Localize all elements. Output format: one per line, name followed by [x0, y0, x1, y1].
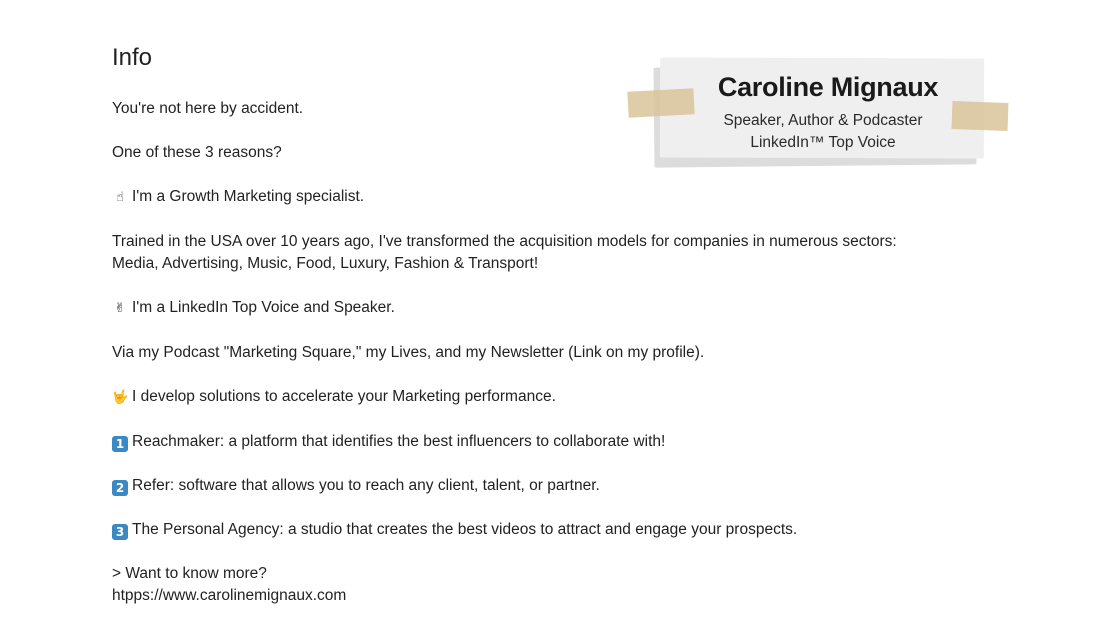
about-line-reasons: One of these 3 reasons? — [112, 144, 282, 161]
about-paragraph — [112, 342, 932, 364]
about-line-solutions: I develop solutions to accelerate your Marketing performance. — [132, 388, 556, 405]
about-line-trained: Trained in the USA over 10 years ago, I've transformed the acquisition models for companies in numerous sectors: — [112, 233, 897, 250]
about-paragraph — [112, 231, 932, 275]
about-paragraph — [112, 431, 932, 453]
about-line-sectors: Media, Advertising, Music, Food, Luxury, Fashion & Transport! — [112, 255, 539, 272]
keycap-one-icon: 1 — [112, 436, 128, 452]
about-paragraph — [112, 186, 932, 209]
keycap-two-icon: 2 — [112, 480, 128, 496]
about-line-growth: I'm a Growth Marketing specialist. — [132, 188, 365, 205]
about-text — [112, 98, 932, 629]
about-paragraph — [112, 297, 932, 320]
keycap-three-icon: 3 — [112, 524, 128, 540]
about-line-top-voice: I'm a LinkedIn Top Voice and Speaker. — [132, 299, 395, 316]
banner-subtitle-roles: Speaker, Author & Podcaster — [723, 112, 923, 129]
pointing-hand-icon: ☝ — [116, 190, 124, 205]
about-paragraph — [112, 386, 932, 409]
banner-name: Caroline Mignaux — [717, 72, 939, 102]
banner-subtitle-top-voice: LinkedIn™ Top Voice — [750, 134, 896, 151]
about-paragraph — [112, 519, 932, 541]
website-url: htpps://www.carolinemignaux.com — [112, 587, 347, 604]
about-paragraph — [112, 142, 932, 164]
about-line-intro: You're not here by accident. — [112, 100, 304, 117]
about-line-know-more: > Want to know more? — [112, 565, 267, 582]
about-item-reachmaker: Reachmaker: a platform that identifies the best influencers to collaborate with! — [132, 433, 666, 450]
about-paragraph — [112, 563, 932, 607]
love-you-hand-icon: 🤟 — [112, 390, 129, 405]
about-line-podcast: Via my Podcast "Marketing Square," my Lives, and my Newsletter (Link on my profile). — [112, 344, 705, 361]
about-paragraph — [112, 475, 932, 497]
victory-hand-icon: ✌ — [114, 301, 126, 316]
about-paragraph — [112, 98, 932, 120]
about-item-refer: Refer: software that allows you to reach any client, talent, or partner. — [132, 477, 600, 494]
section-title: Info — [112, 44, 153, 71]
about-item-personal-agency: The Personal Agency: a studio that creates the best videos to attract and engage your prospects. — [132, 521, 798, 538]
